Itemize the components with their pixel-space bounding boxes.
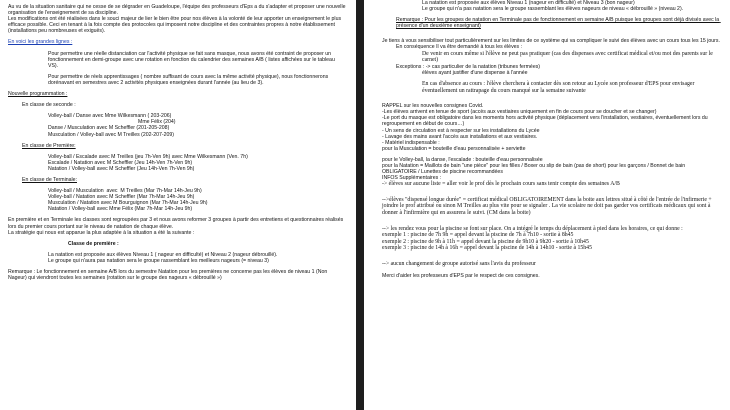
rappel-heading: RAPPEL sur les nouvelles consignes Covid. (382, 103, 484, 110)
premiere-line-1: Volley-ball / Escalade avec M Treilles (jeu 7h-Ven 9h) avec Mme Wilkesmann (Ven. 7h) (48, 153, 248, 160)
premiere-heading: En classe de Première: (22, 142, 76, 149)
rappel-line-1: -Les élèves arrivent en tenue de sport (accès aux vestiaires uniquement en fin de cours pour se doucher et se changer) (382, 109, 657, 116)
seconde-line-2: Mme Félix (204) (138, 119, 176, 126)
aucun-changement-line: --> aucun changement de groupe autorisé sans l'avis du professeur (382, 261, 536, 267)
rappel-line-6: pour la Musculation = bouteille d'eau personnalisée + serviette (382, 145, 526, 152)
document-page-left (0, 0, 356, 410)
premiere-natation-line-1: La natation est proposée aux élèves Niveau 1 ( nageur en difficulté) et Niveau 2 (nageur débrouillé). (48, 251, 278, 258)
intro-paragraph: Au vu de la situation sanitaire qui ne cesse de se dégrader en Guadeloupe, l'équipe des professeurs d'Eps a du s'adapter et proposer une nouvelle organisation de l'enseignement de sa discipline. Les modifications ont été réalisées dans le souci majeur de lier le bien être pour nos élèves à la volonté de leur apporter un enseignement le plus efficace possible. Ceci en tenant à la fois compte des protocoles qui imposent notre discipline et des contraintes propres à notre établissement (installations peu nombreuses et exiguës). (8, 4, 346, 35)
grandes-lignes-heading: En voici les grandes lignes : (8, 39, 73, 46)
rappel-line-9: pour la Natation = Maillots de bain "une pièce" pour les filles / Boxer ou slip de bain (pas de short) pour les garçons / Bonnet de bain OBLIGATOIRE / Lunettes de piscine recommandées (382, 162, 687, 176)
rappel-line-11: -> élèves sur aucune liste = aller voir le prof dès le prochain cours sans tenir compte des semaines A/B (382, 181, 620, 188)
sensibiliser-paragraph: Je tiens à vous sensibiliser tout particulièrement sur les limites de ce système qui va compliquer le suivi des élèves avec un cours tous les 15 jours. (382, 38, 720, 45)
rappel-line-10: INFOS Supplémentaires : (382, 175, 442, 182)
piscine-intro: --> les rendez vous pour la piscine se font sur place. On a intégré le temps du déplacement à pied dans les horaires, ce qui donne : (382, 225, 683, 232)
consequence-item-2: Exceptions : -> cas particulier de la natation (tribunes fermées) (396, 63, 541, 70)
bullet-demi-groupe: Pour permettre une réelle distanciation car l'activité physique se fait sans masque, nous avons été contraint de proposer un fonctionnement en demi-groupe avec une rotation en fonction du calendrier des semaines A/B ( listes affichées sur le tableau VS). (48, 50, 337, 69)
nouvelle-programmation-heading: Nouvelle programmation : (8, 91, 68, 98)
bullet-semestres: Pour permettre de réels apprentissages ( nombre suffisant de cours avec la même activité physique), nous fonctionnerons dorénavant en semestres avec 2 activités physiques enseignées durant l'année (au lieu de 3). (48, 73, 330, 86)
rappel-line-3: - Un sens de circulation est à respecter sur les installations du Lycée (382, 127, 540, 134)
merci-line: Merci d'aider les professeurs d'EPS par le respect de ces consignes. (382, 272, 540, 279)
premiere-natation-line-2: Le groupe qui n'aura pas natation sera le groupe rassemblant les meilleurs nageurs (= niveau 3) (48, 257, 269, 264)
seconde-line-1: Volley-ball / Danse avec Mme Wilkesmann ( 203-206) (48, 113, 172, 120)
classe-premiere-heading: Classe de première : (68, 240, 119, 247)
rappel-line-8: pour le Volley-ball, la danse, l'escalade : bouteille d'eau personnalisée (382, 156, 543, 163)
consequence-item-1: De venir en cours même si l'élève ne peut pas pratiquer (cas des dispenses avec certificat médical et/ou mot des parents sur le carnet) (422, 50, 715, 64)
consequence-line: En conséquence Il va être demandé à tous les élèves : (396, 44, 523, 51)
seconde-heading: En classe de seconde : (22, 102, 76, 109)
remarque-terminale: Remarque : Pour les groupes de natation en Terminale pas de fonctionnement en semaine A/B puisque les groupes sont déjà divisés avec la présence d'un deuxième enseignant) (396, 17, 721, 30)
document-page-right (364, 0, 730, 410)
terminale-line-1: Volley-ball / Musculation avec M Treilles (Mar 7h-Mar 14h-Jeu 9h) (48, 188, 202, 195)
seconde-line-3: Danse / Musculation avec M Scheffler (201-205-208) (48, 125, 170, 132)
dispense-paragraph: -->élèves "dispensé longue durée" = certificat médical OBLIGATOIREMENT dans la boite aux lettres situé à côté de l'entrée de l'infirmerie + joindre le prof attribué ou sinon M Treilles au plus vite pour se signaler . La vie scolaire ne doit pas garder vos certificats médicaux qui sont à donner à l'infirmière qui en assurera le suivi. (CM dans la boite) (382, 196, 714, 217)
terminale-line-4: Natation / Volley-ball avec Mme Félix (Mar 7h-Mar 14h-Jeu 9h) (48, 206, 193, 213)
rappel-line-2: -Le port du masque est obligatoire dans les moments hors activité physique (déplacement vers l'installation, vestiaires, éventuellement lors du regroupement en début de cours…) (382, 115, 710, 128)
consequence-item-3: élèves ayant justifier d'une dispense à l'année (422, 69, 528, 76)
seconde-line-4: Musculation / Volley-ball avec M Treilles (202-207-209) (48, 131, 174, 138)
regroupement-paragraph: En première et en Terminale les classes sont regroupées par 3 et nous avons reformer 3 groupes à partir des entretiens et questionnaires réalisés lors du premier cours portant sur le niveau de natation de chaque élève. La stratégie qui nous est apparue la plus adaptée à la situation a été la suivante : (8, 217, 344, 236)
piscine-example-2: exemple 2 : piscine de 9h à 11h = appel devant la piscine de 9h10 à 9h20 - sortie à 10h45 (382, 238, 589, 245)
piscine-example-3: exemple 3 : piscine de 14h à 16h = appel devant la piscine de 14h à 14h10 - sortie à 15h45 (382, 245, 592, 252)
rappel-line-4: - Lavage des mains avant l'accès aux installations et aux vestiaires. (382, 133, 538, 140)
piscine-example-1: exemple 1 : piscine de 7h 9h = appel devant la piscine de 7h à 7h10 - sortie à 8h45 (382, 232, 574, 239)
terminale-heading: En classe de Terminale: (22, 176, 77, 183)
remarque-premiere: Remarque : Le fonctionnement en semaine A/B lors du semestre Natation pour les premières ne concerne pas les élèves de niveau 1 (Non Nageur) qui viendront toutes les semaines (rotation sur le groupe des nageurs « débrouillé ») (8, 269, 329, 282)
terminale-natation-line-2: Le groupe qui n'a pas natation sera le groupe rassemblant les élèves nageurs de niveau « débrouillé » (niveau 2). (422, 6, 684, 13)
terminale-natation-line-1: La natation est proposée aux élèves Niveau 1 (nageur en difficulté) et Niveau 3 (bon nageur) (422, 0, 635, 6)
premiere-line-3: Natation / Volley-ball avec M Scheffler (Jeu 14h-Ven 7h-Ven 9h) (48, 165, 195, 172)
consequence-item-4: En cas d'absence au cours : l'élève cherchera à contacter dès son retour au Lycée son professeur d'EPS pour envisager éventuellement un rattrapage du cours manqué sur la semaine suivante (422, 80, 696, 94)
premiere-line-2: Escalade / Natation avec M Scheffler (Jeu 14h-Ven 7h-Ven 9h) (48, 159, 193, 166)
terminale-line-3: Musculation / Natation avec M Bourguignon (Mar 7h-Mar 14h-Jeu 9h) (48, 200, 208, 207)
rappel-line-5: - Matériel indispensable : (382, 139, 440, 146)
terminale-line-2: Volley-ball / Natation avec M Scheffler (Mar 7h-Mar 14h-Jeu 9h) (48, 194, 195, 201)
